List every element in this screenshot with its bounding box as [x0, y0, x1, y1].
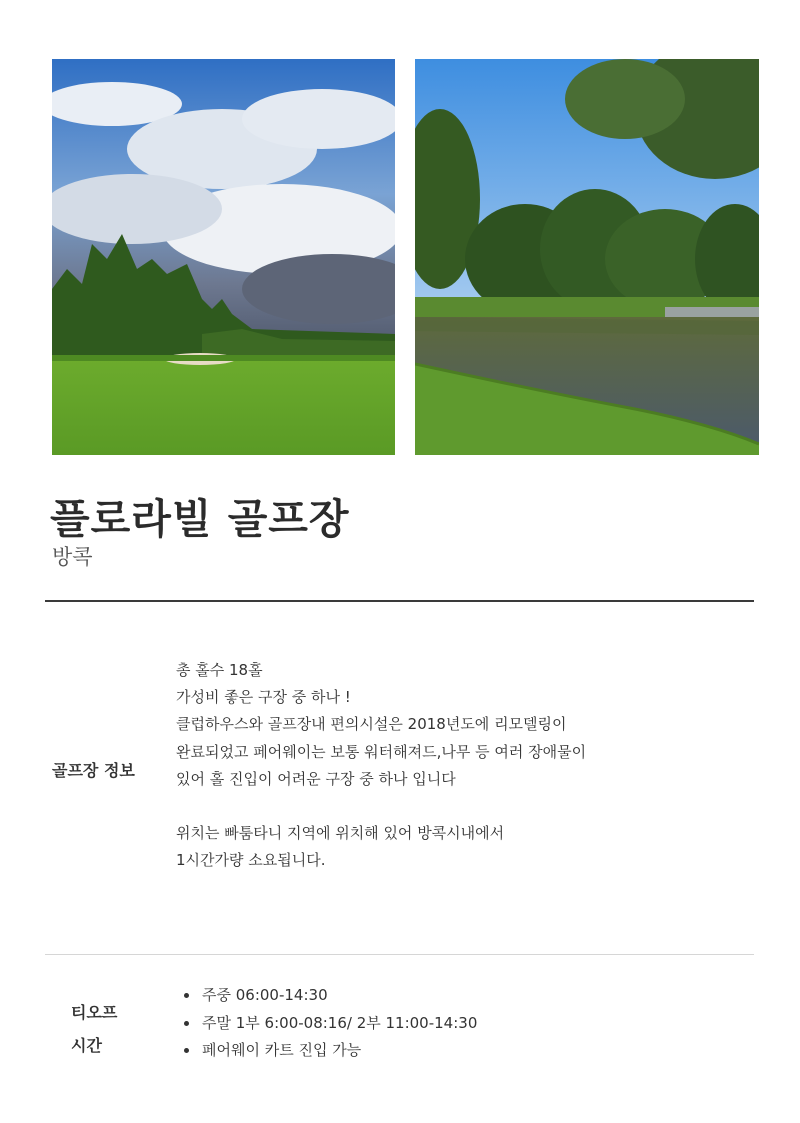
list-item: • 주말 1부 6:00-08:16/ 2부 11:00-14:30: [200, 1010, 477, 1038]
teeoff-time-list: [180, 982, 477, 1065]
list-item: • 주중 06:00-14:30: [200, 982, 477, 1010]
teeoff-label-line: 시간: [71, 1036, 102, 1055]
section-divider: [45, 954, 754, 955]
golf-course-image: [52, 59, 395, 455]
info-line: 1시간가량 소요됩니다.: [176, 851, 326, 870]
info-line: 가성비 좋은 구장 중 하나 !: [176, 688, 351, 707]
title-divider: [45, 600, 754, 602]
teeoff-time-label: [71, 996, 131, 1062]
info-line: 완료되었고 페어웨이는 보통 워터해져드,나무 등 여러 장애물이: [176, 742, 587, 761]
info-line: 위치는 빠툼타니 지역에 위치해 있어 방콕시내에서: [176, 824, 505, 843]
lake-trees-image: [415, 59, 759, 455]
page-title: 플로라빌 골프장: [50, 495, 350, 543]
location-subtitle: 방콕: [52, 545, 93, 569]
info-line: [176, 793, 736, 820]
course-info-text: [176, 657, 736, 875]
info-line: 총 홀수 18홀: [176, 661, 263, 679]
info-line: 클럽하우스와 골프장내 편의시설은 2018년도에 리모델링이: [176, 715, 567, 734]
info-line: 있어 홀 진입이 어려운 구장 중 하나 입니다: [176, 769, 456, 788]
golf-course-photo: [52, 59, 395, 455]
teeoff-label-line: 티오프: [71, 1003, 118, 1022]
course-info-label: 골프장 정보: [52, 761, 135, 780]
lake-trees-photo: [415, 59, 759, 455]
list-item: • 페어웨이 카트 진입 가능: [200, 1037, 477, 1065]
